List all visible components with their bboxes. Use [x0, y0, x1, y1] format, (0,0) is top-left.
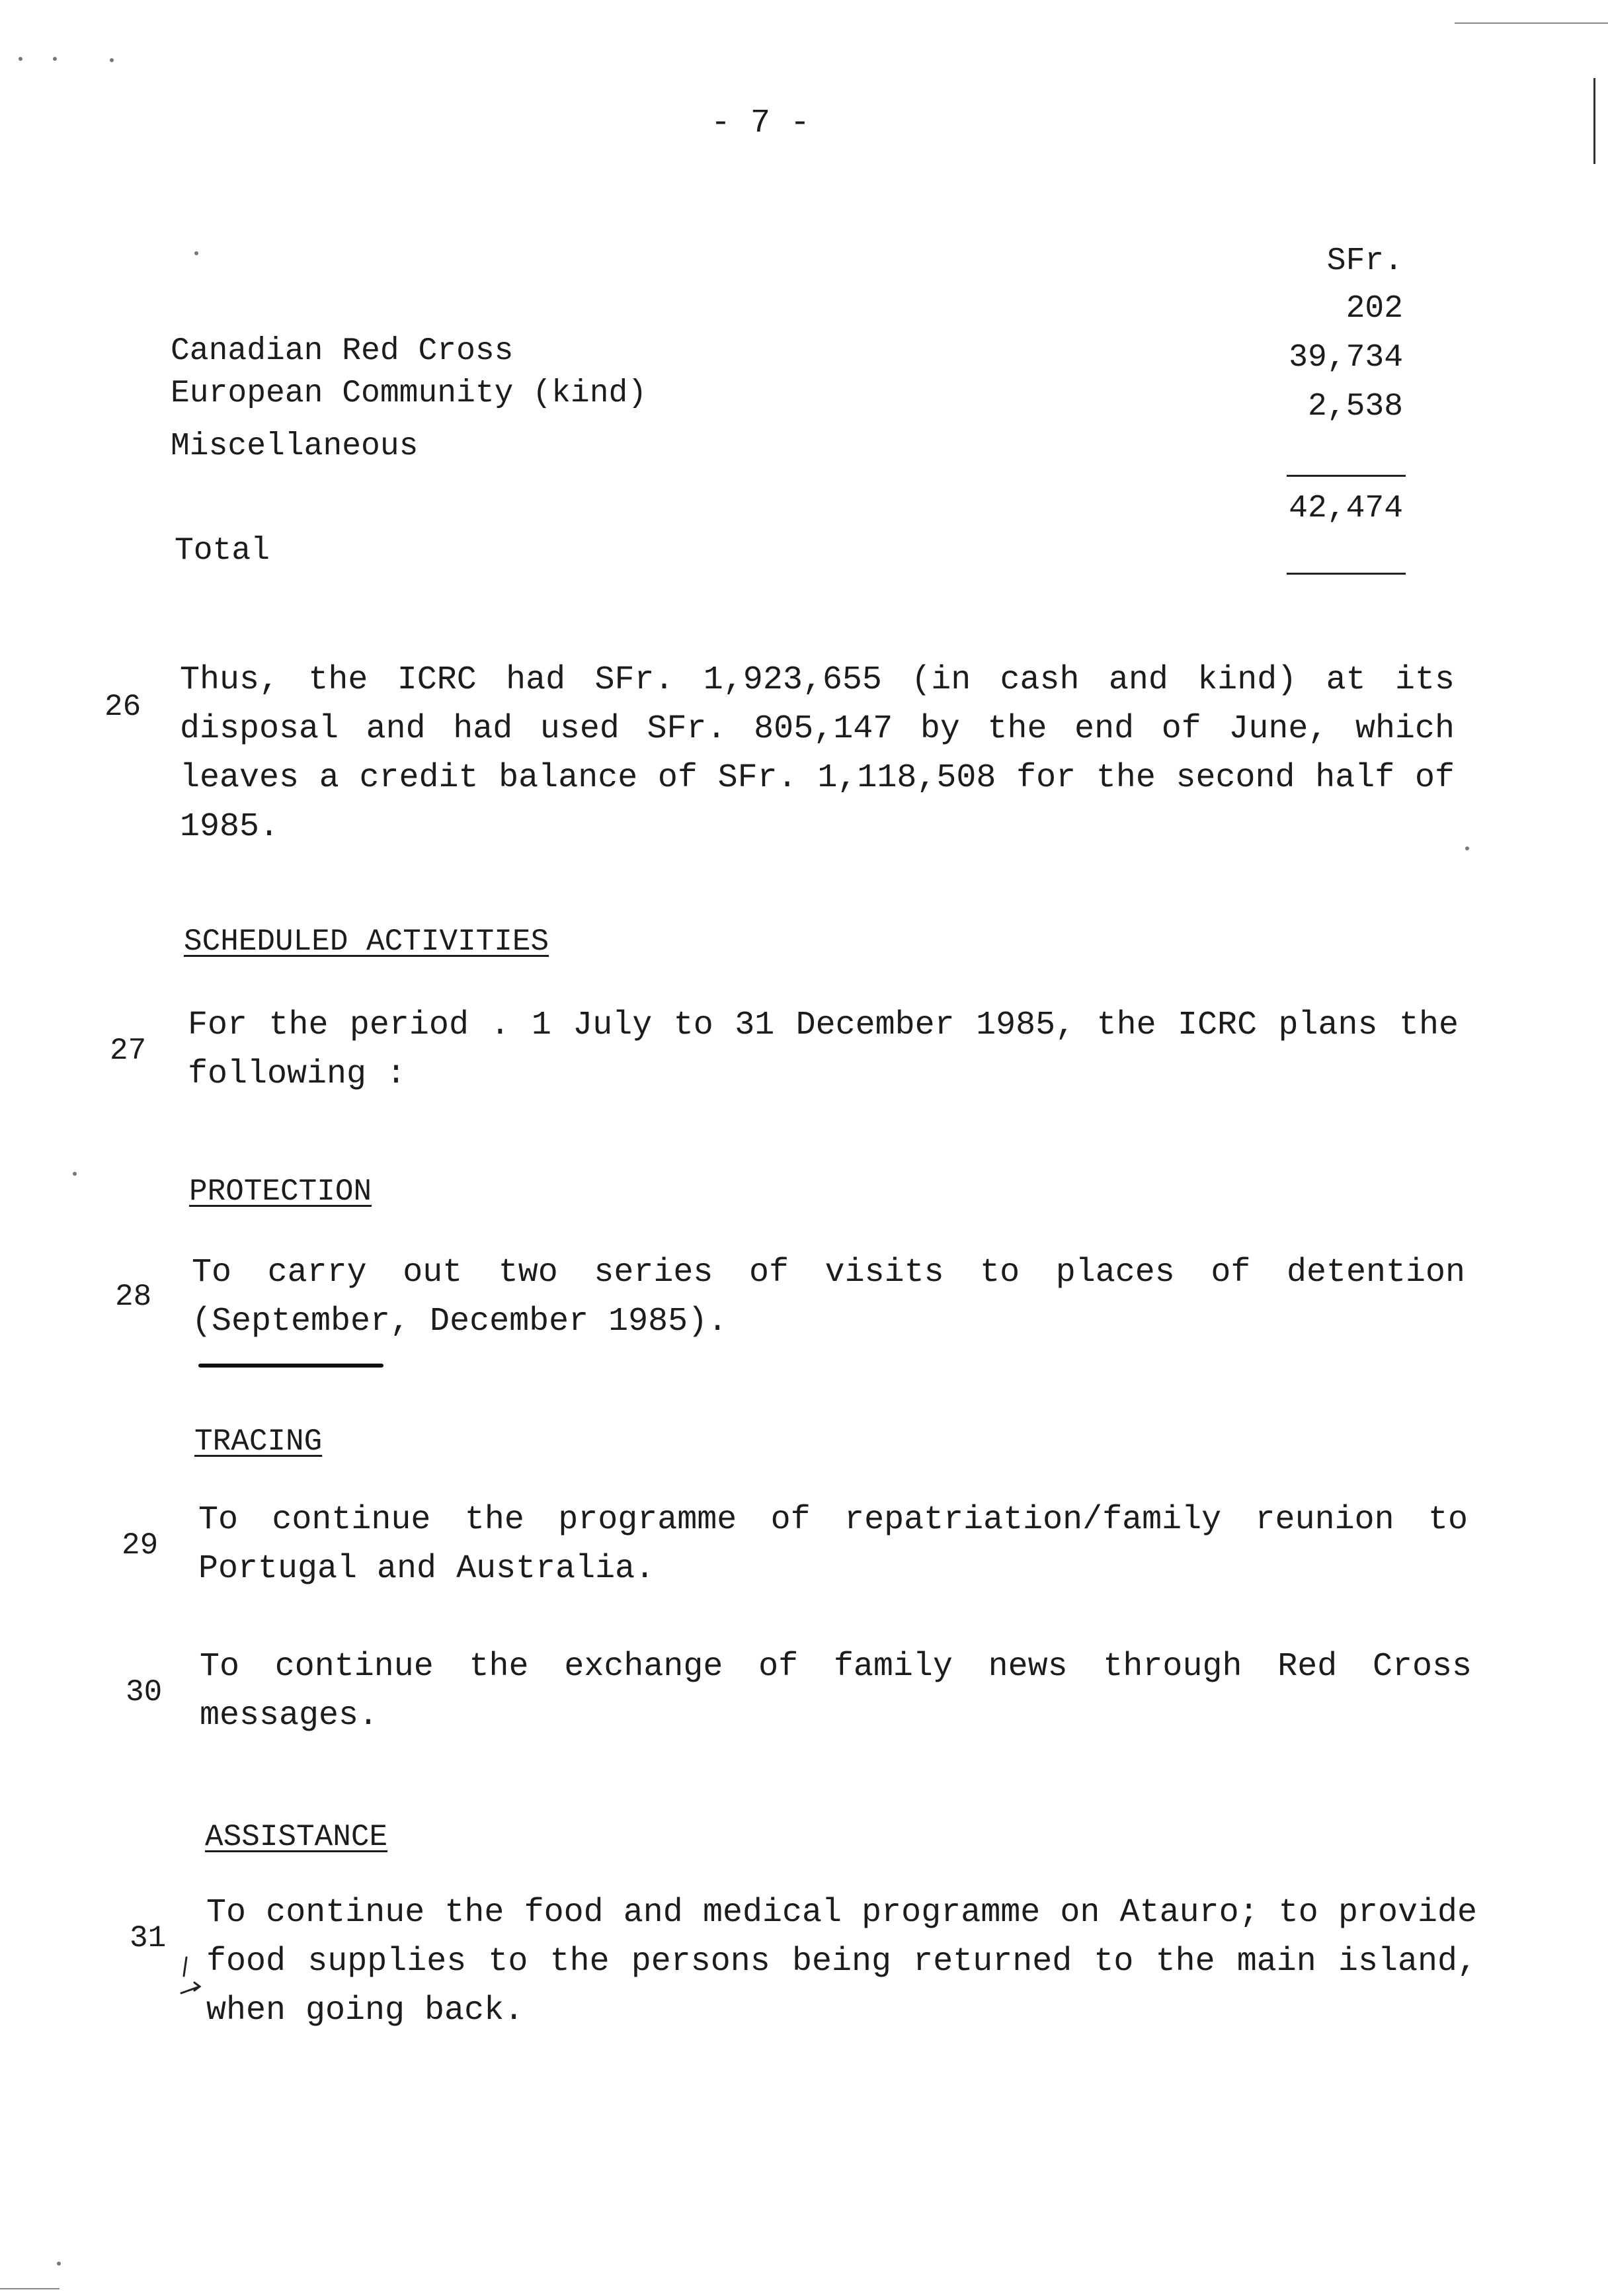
paragraph-28 [192, 1249, 1465, 1346]
amount-row-2: 39,734 [1289, 340, 1403, 376]
subtotal-rule [1287, 475, 1406, 477]
paragraph-27 [188, 1001, 1459, 1099]
scan-speck [1465, 846, 1469, 850]
paragraph-30 [200, 1643, 1472, 1741]
scan-margin-bar [1593, 78, 1595, 164]
paragraph-line: messages. [200, 1697, 379, 1735]
scan-speck [53, 57, 57, 61]
paragraph-29 [198, 1496, 1468, 1594]
paragraph-line: leaves a credit balance of SFr. 1,118,508 for the second half of [180, 759, 1455, 797]
scan-edge-bottom [0, 2288, 60, 2289]
paragraph-line: Thus, the ICRC had SFr. 1,923,655 (in cash and kind) at its [180, 661, 1455, 699]
paragraph-line: following : [188, 1055, 407, 1093]
paragraph-number: 27 [110, 1034, 147, 1068]
amount-row-3: 2,538 [1307, 389, 1403, 425]
paragraph-line: To continue the exchange of family news through Red Cross [200, 1648, 1472, 1686]
paragraph-line: To continue the food and medical programme on Atauro; to provide [206, 1894, 1477, 1932]
total-label: Total [175, 533, 270, 569]
paragraph-number: 31 [130, 1921, 167, 1955]
section-heading-tracing: TRACING [194, 1424, 323, 1459]
paragraph-line: 1985. [180, 808, 280, 846]
section-heading-protection: PROTECTION [189, 1174, 372, 1209]
paragraph-line: To continue the programme of repatriation/family reunion to [198, 1501, 1468, 1539]
paragraph-line: For the period . 1 July to 31 December 1985, the ICRC plans the [188, 1006, 1459, 1044]
paragraph-line: disposal and had used SFr. 805,147 by the end of June, which [180, 710, 1455, 748]
handwritten-arrow-mark [180, 1956, 206, 1996]
handwritten-underline [198, 1364, 383, 1368]
paragraph-number: 30 [126, 1675, 163, 1709]
paragraph-line: food supplies to the persons being returned to the main island, [206, 1943, 1477, 1981]
contributor-label: Miscellaneous [171, 429, 419, 464]
amount-row-1: 202 [1346, 291, 1403, 327]
paragraph-line: when going back. [206, 1992, 524, 2030]
scan-edge-top [1455, 22, 1608, 24]
scan-speck [194, 251, 198, 255]
contributor-label: Canadian Red Cross [171, 333, 514, 369]
paragraph-line: Portugal and Australia. [198, 1550, 655, 1588]
paragraph-line: (September, December 1985). [192, 1303, 728, 1340]
scan-speck [110, 58, 114, 62]
section-heading-assistance: ASSISTANCE [205, 1820, 388, 1854]
scan-speck [57, 2262, 61, 2266]
paragraph-31 [206, 1889, 1477, 2035]
scan-speck [73, 1172, 77, 1176]
paragraph-number: 28 [115, 1280, 152, 1314]
paragraph-number: 26 [104, 690, 141, 724]
paragraph-line: To carry out two series of visits to places of detention [192, 1254, 1465, 1292]
scan-speck [19, 57, 22, 61]
paragraph-number: 29 [122, 1528, 159, 1563]
paragraph-26 [180, 656, 1455, 852]
contributor-label: European Community (kind) [171, 376, 647, 411]
section-heading-scheduled-activities: SCHEDULED ACTIVITIES [184, 924, 549, 959]
page-number: - 7 - [710, 104, 811, 142]
total-amount: 42,474 [1289, 491, 1403, 526]
total-rule [1287, 573, 1406, 575]
currency-header: SFr. [1326, 243, 1403, 279]
